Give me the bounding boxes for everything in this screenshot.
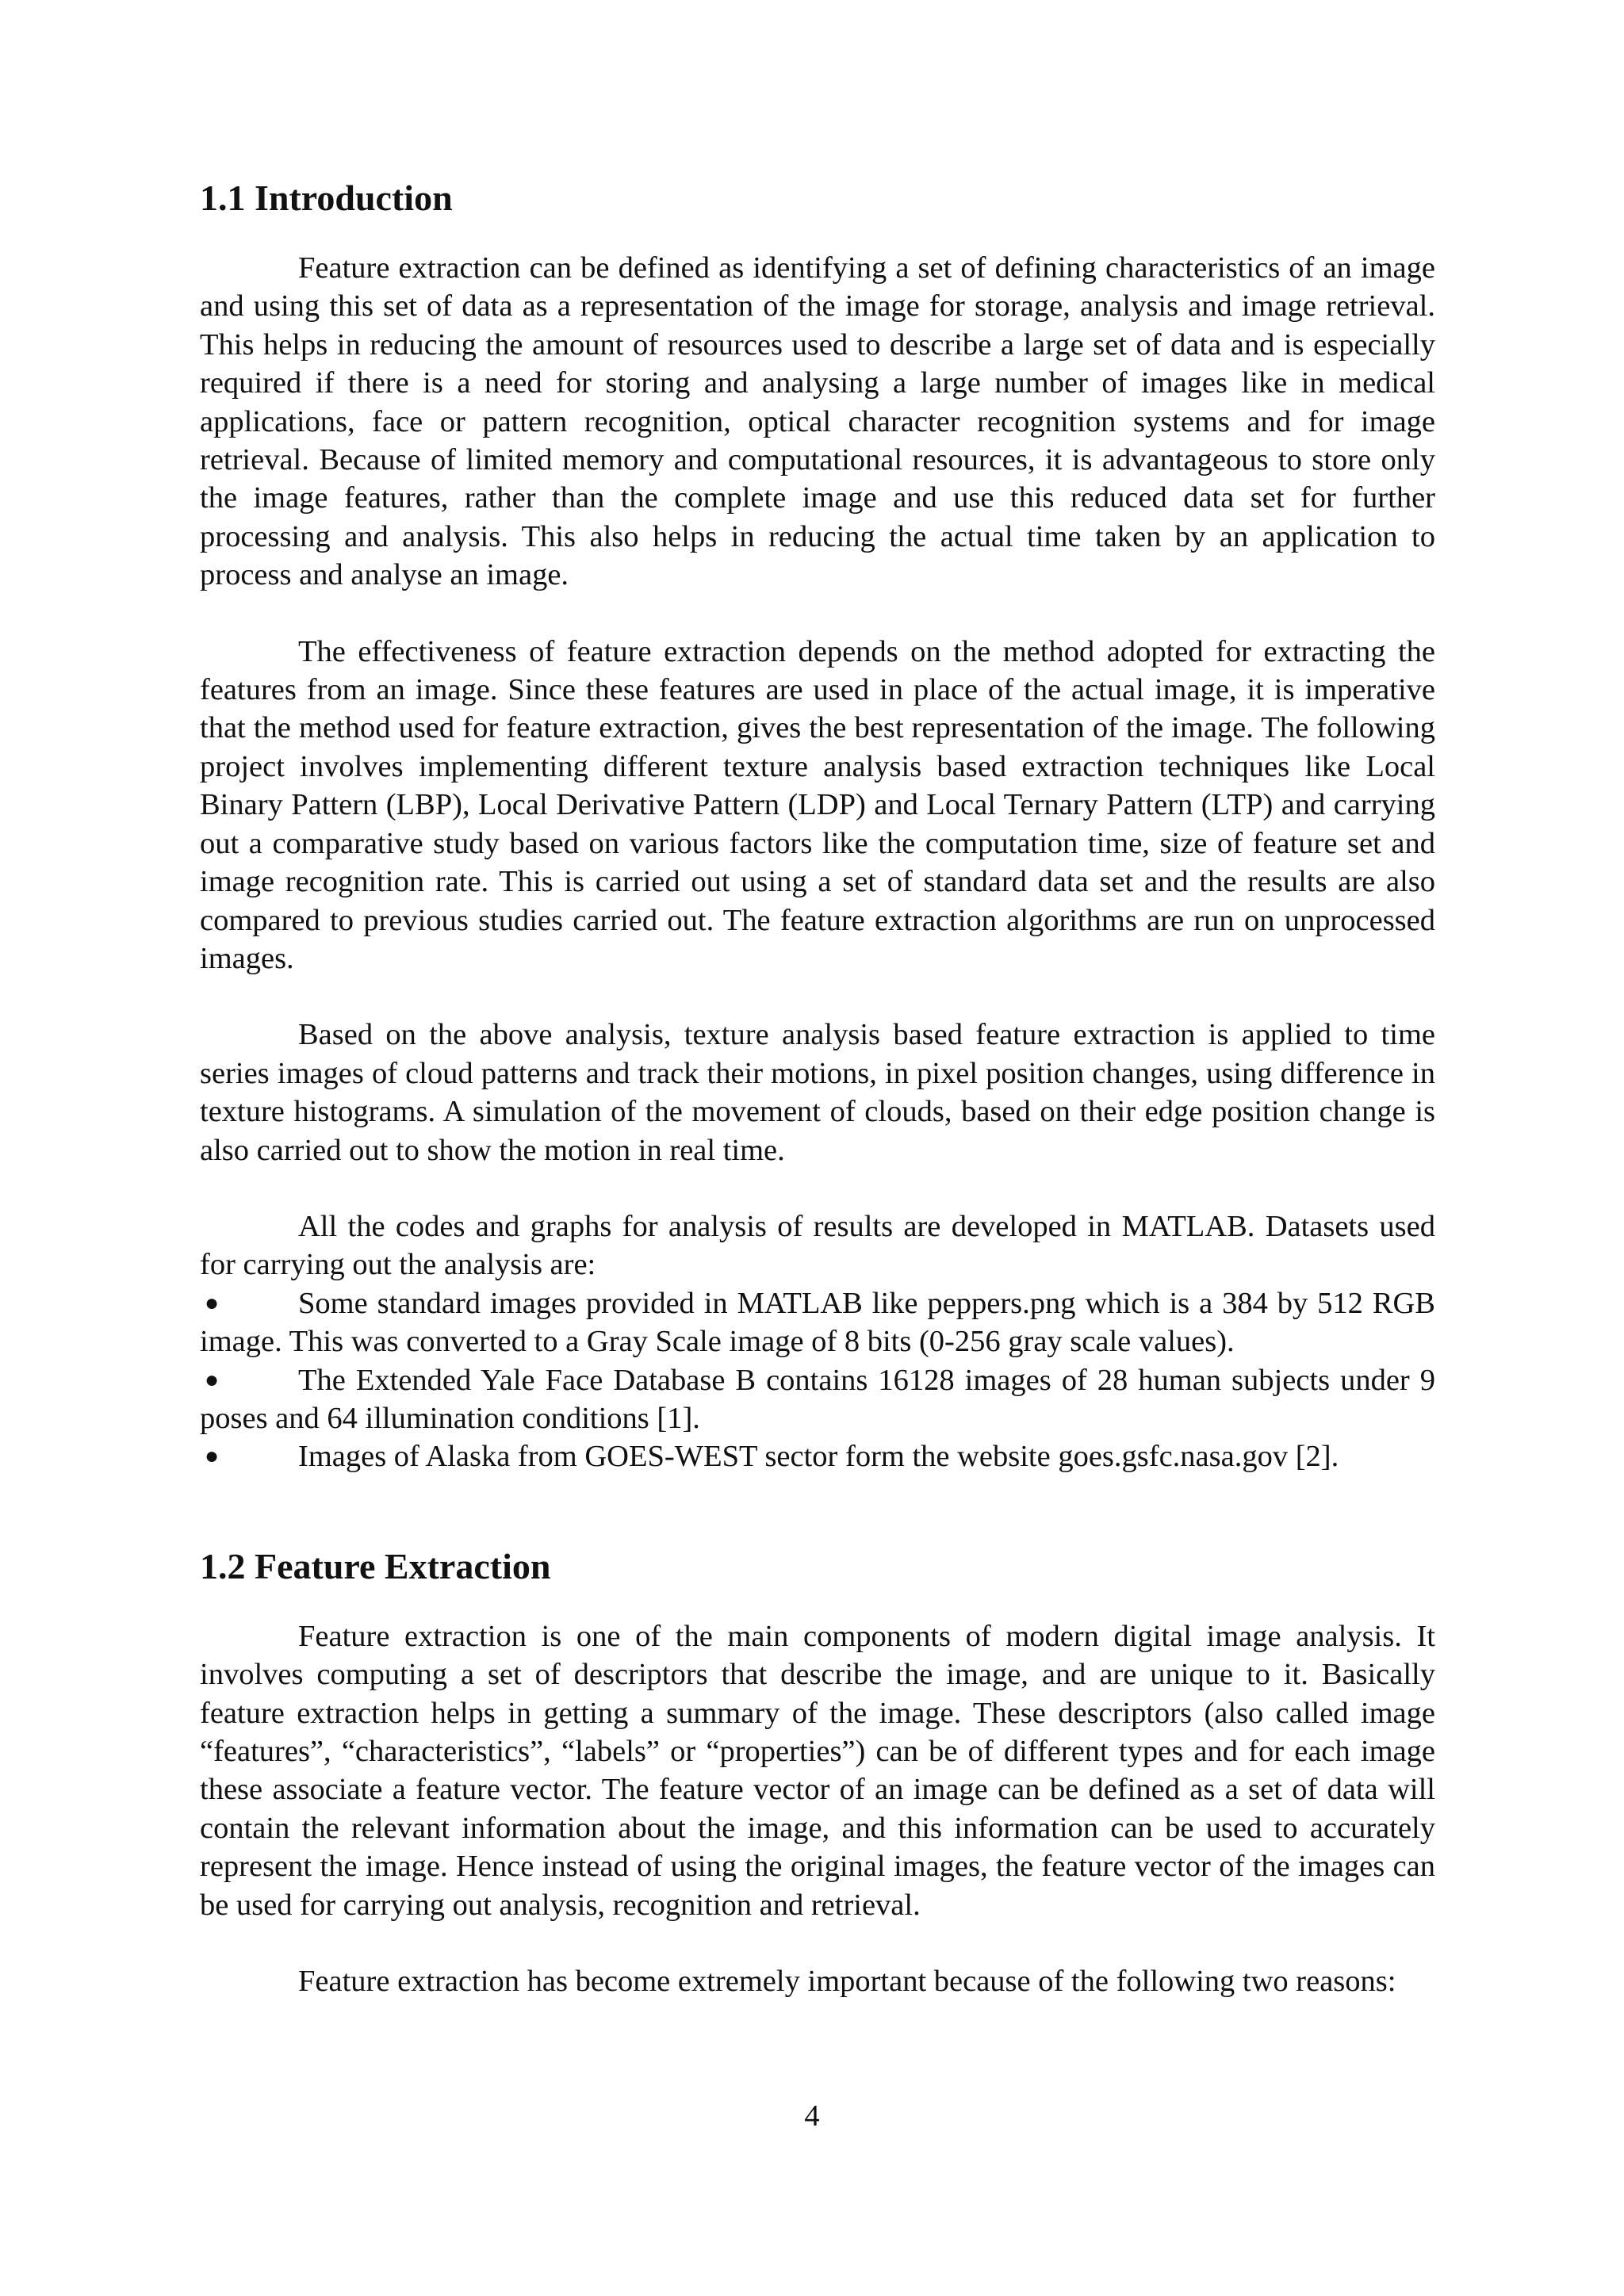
bullet-icon: ● [205, 1443, 220, 1470]
list-item-text: Some standard images provided in MATLAB like peppers.png which is a 384 by 512 RGB image. This was converted to a Gray Scale image of 8 bits (0-256 gray scale values). [200, 1286, 1435, 1359]
page-content [200, 176, 1435, 2000]
list-item [200, 1284, 1435, 1361]
list-item [200, 1361, 1435, 1438]
section-heading-feature-extraction: 1.2 Feature Extraction [200, 1545, 551, 1586]
list-item [200, 1437, 1435, 1475]
intro-paragraph-4: All the codes and graphs for analysis of results are developed in MATLAB. Datasets used for carrying out the analysis are: [200, 1209, 1435, 1282]
bullet-icon: ● [205, 1289, 220, 1316]
list-item-text: The Extended Yale Face Database B contains 16128 images of 28 human subjects under 9 poses and 64 illumination conditions [1]. [200, 1363, 1435, 1435]
list-item-text: Images of Alaska from GOES-WEST sector form the website goes.gsfc.nasa.gov [2]. [298, 1440, 1339, 1474]
section-heading-introduction: 1.1 Introduction [200, 178, 453, 218]
feature-paragraph-2: Feature extraction has become extremely important because of the following two reasons: [298, 1965, 1396, 1999]
dataset-list [200, 1284, 1435, 1476]
intro-paragraph-1: Feature extraction can be defined as identifying a set of defining characteristics of an image and using this set of data as a representation of the image for storage, analysis and image retrieval. This helps in reducing the amount of resources used to describe a large set of data and is especially required if there is a need for storing and analysing a large number of images like in medical applications, face or pattern recognition, optical character recognition systems and for image retrieval. Because of limited memory and computational resources, it is advantageous to store only the image features, rather than the complete image and use this reduced data set for further processing and analysis. This also helps in reducing the actual time taken by an application to process and analyse an image. [200, 251, 1435, 592]
intro-paragraph-3: Based on the above analysis, texture analysis based feature extraction is applied to time series images of cloud patterns and track their motions, in pixel position changes, using difference in texture histograms. A simulation of the movement of clouds, based on their edge position change is also carried out to show the motion in real time. [200, 1018, 1435, 1167]
page-number: 4 [804, 2099, 820, 2133]
bullet-icon: ● [205, 1366, 220, 1393]
intro-paragraph-2: The effectiveness of feature extraction depends on the method adopted for extracting the features from an image. Since these features are used in place of the actual image, it is imperative that the method used for feature extraction, gives the best representation of the image. The following project involves implementing different texture analysis based extraction techniques like Local Binary Pattern (LBP), Local Derivative Pattern (LDP) and Local Ternary Pattern (LTP) and carrying out a comparative study based on various factors like the computation time, size of feature set and image recognition rate. This is carried out using a set of standard data set and the results are also compared to previous studies carried out. The feature extraction algorithms are run on unprocessed images. [200, 634, 1435, 975]
feature-paragraph-1: Feature extraction is one of the main components of modern digital image analysis. It involves computing a set of descriptors that describe the image, and are unique to it. Basically feature extraction helps in getting a summary of the image. These descriptors (also called image “features”, “characteristics”, “labels” or “properties”) can be of different types and for each image these associate a feature vector. The feature vector of an image can be defined as a set of data will contain the relevant information about the image, and this information can be used to accurately represent the image. Hence instead of using the original images, the feature vector of the images can be used for carrying out analysis, recognition and retrieval. [200, 1619, 1435, 1922]
